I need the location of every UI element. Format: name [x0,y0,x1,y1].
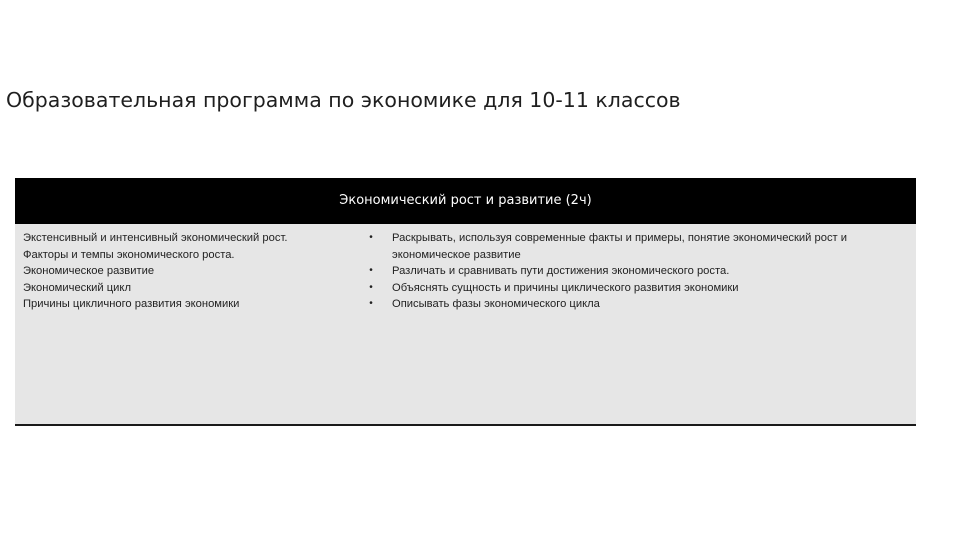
skill-text: Различать и сравнивать пути достижения экономического роста. [392,265,730,277]
bullet-icon: • [369,281,373,293]
skill-text: Раскрывать, используя современные факты и примеры, понятие экономический рост и экономическое развитие [392,232,848,261]
bullet-icon: • [369,265,373,276]
table-body [15,224,916,426]
topic-item: Экстенсивный и интенсивный экономический рост. [23,232,288,244]
skill-item [365,230,910,263]
skill-text: Объяснять сущность и причины циклического развития экономики [392,281,739,294]
skill-item [365,263,910,280]
topic-item: Факторы и темпы экономического роста. [23,248,235,261]
slide-title: Образовательная программа по экономике для 10-11 классов [6,88,681,112]
topics-column [23,230,363,313]
topic-table [15,178,916,426]
skill-text: Описывать фазы экономического цикла [392,298,600,310]
topic-item: Причины цикличного развития экономики [23,298,240,310]
bullet-icon: • [369,232,373,243]
bullet-icon: • [369,298,373,309]
table-header: Экономический рост и развитие (2ч) [15,178,916,224]
topic-item: Экономический цикл [23,281,131,294]
topic-item: Экономическое развитие [23,265,155,277]
skill-item [365,280,910,297]
skill-item [365,296,910,313]
skills-list [365,230,910,313]
